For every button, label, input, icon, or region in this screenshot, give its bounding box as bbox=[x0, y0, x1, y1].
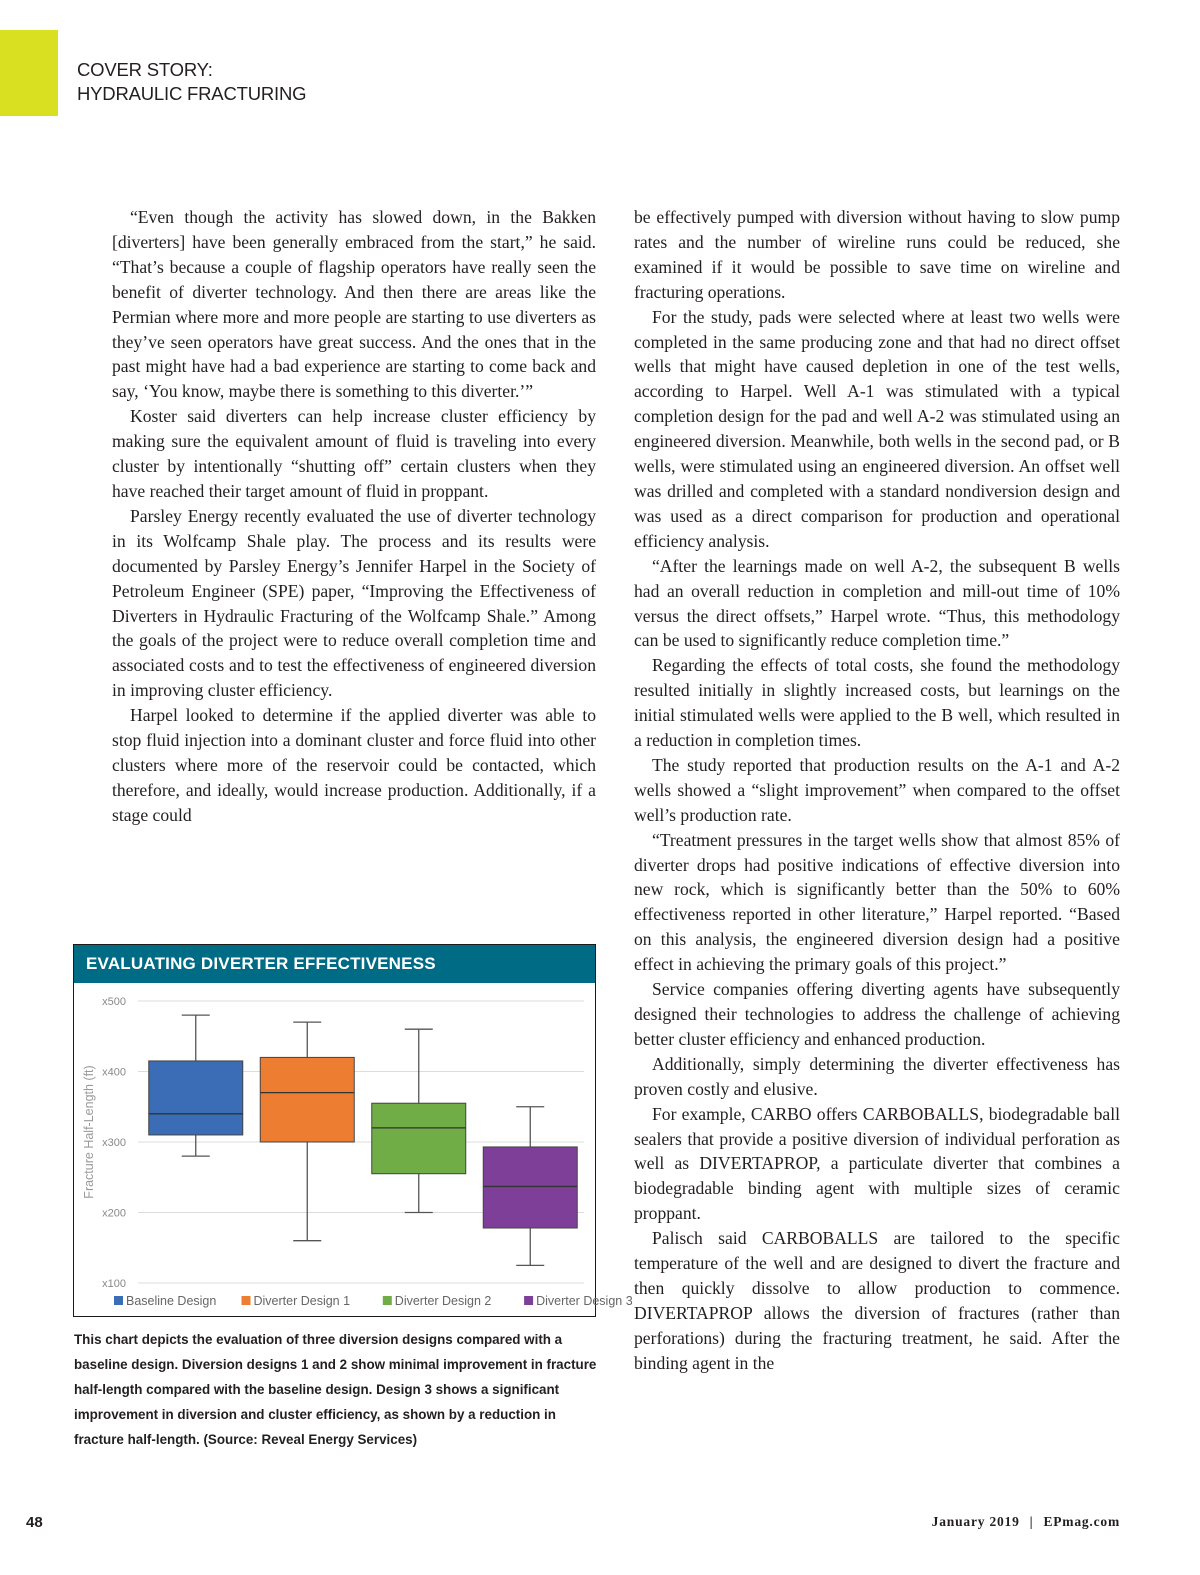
chart-title: EVALUATING DIVERTER EFFECTIVENESS bbox=[74, 945, 595, 983]
box-baseline-design bbox=[149, 1061, 243, 1135]
paragraph: Additionally, simply determining the diverter effectiveness has proven costly and elusive. bbox=[634, 1053, 1120, 1099]
chart-figure bbox=[73, 944, 633, 1317]
legend-label: Diverter Design 1 bbox=[253, 1294, 351, 1308]
paragraph: Palisch said CARBOBALLS are tailored to the specific temperature of the well and are designed to divert the fracture and then quickly dissolve to allow production to commence. DIVERTAPROP allows the diversion of fractures (rather than perforations) during the fracturing treatment, he said. After the binding agent in the bbox=[634, 1228, 1120, 1373]
box-diverter-design-2 bbox=[372, 1103, 466, 1174]
paragraph: “Even though the activity has slowed down, in the Bakken [diverters] have been generally embraced from the start,” he said. “That’s because a couple of flagship operators have really seen the benefit of diverter technology. And then there are areas like the Permian where more and more people are starting to use diverters as they’ve seen operators have great success. And the ones that in the past might have had a bad experience are starting to come back and say, ‘You know, maybe there is something to this diverter.’” bbox=[112, 207, 596, 402]
paragraph: For example, CARBO offers CARBOBALLS, biodegradable ball sealers that provide a positive diversion of individual perforation as well as DIVERTAPROP, a particulate diverter that combines a biodegradable binding agent with multiple sizes of ceramic proppant. bbox=[634, 1103, 1120, 1224]
legend-swatch bbox=[114, 1296, 123, 1305]
section-heading-line2: HYDRAULIC FRACTURING bbox=[77, 83, 307, 104]
left-text-column bbox=[112, 205, 596, 828]
box-diverter-design-1 bbox=[260, 1057, 354, 1142]
box-plot-chart bbox=[74, 983, 633, 1316]
legend-swatch bbox=[242, 1296, 251, 1305]
paragraph: Harpel looked to determine if the applied diverter was able to stop fluid injection into a dominant cluster and force fluid into other clusters where more of the reservoir could be contacted, which therefore, and ideally, would increase production. Additionally, if a stage could bbox=[112, 705, 596, 825]
y-tick-label: x300 bbox=[102, 1137, 126, 1149]
paragraph: Regarding the effects of total costs, she found the methodology resulted initially in slightly increased costs, but learnings on the initial stimulated wells were applied to the B well, which resulted in a reduction in completion times. bbox=[634, 655, 1120, 751]
legend-swatch bbox=[383, 1296, 392, 1305]
paragraph: “After the learnings made on well A-2, the subsequent B wells had an overall reduction in completion and mill-out time of 10% versus the direct offsets,” Harpel wrote. “Thus, this methodology can be used to significantly reduce completion time.” bbox=[634, 555, 1120, 651]
right-text-column bbox=[634, 205, 1120, 1376]
y-tick-label: x200 bbox=[102, 1207, 126, 1220]
section-heading bbox=[77, 58, 306, 106]
footer-publication bbox=[932, 1514, 1120, 1530]
paragraph: “Treatment pressures in the target wells show that almost 85% of diverter drops had positive indications of effective diversion into new rock, which is significantly better than the 50% to 60% effectiveness reported in other literature,” Harpel reported. “Based on this analysis, the engineered diversion design had a positive effect in achieving the primary goals of this project.” bbox=[634, 829, 1120, 975]
chart-caption: This chart depicts the evaluation of three diversion designs compared with a baseline design. Diversion designs 1 and 2 show minimal improvement in fracture half-length compared with the baseline design. Design 3 shows a significant improvement in diversion and cluster efficiency, as shown by a reduction in fracture half-length. (Source: Reveal Energy Services) bbox=[74, 1332, 597, 1447]
paragraph: be effectively pumped with diversion without having to slow pump rates and the number of wireline runs could be reduced, she examined if it would be possible to save time on wireline and fracturing operations. bbox=[634, 207, 1120, 302]
paragraph: For the study, pads were selected where at least two wells were completed in the same producing zone and that had no direct offset wells that might have caused depletion in one of the test wells, according to Harpel. Well A-1 was stimulated with a typical completion design for the pad and well A-2 was stimulated using an engineered diversion. Meanwhile, both wells in the second pad, or B wells, were stimulated using an engineered diversion. An offset well was drilled and completed with a standard nondiversion design and was used as a direct comparison for production and operational efficiency analysis. bbox=[634, 306, 1120, 551]
paragraph: Parsley Energy recently evaluated the use of diverter technology in its Wolfcamp Shale play. The process and its results were documented by Parsley Energy’s Jennifer Harpel in the Society of Petroleum Engineer (SPE) paper, “Improving the Effectiveness of Diverters in Hydraulic Fracturing of the Wolfcamp Shale.” Among the goals of the project were to reduce overall completion time and associated costs and to test the effectiveness of engineered diversion in improving cluster efficiency. bbox=[112, 505, 596, 701]
y-tick-label: x500 bbox=[102, 996, 126, 1008]
box-diverter-design-3 bbox=[483, 1147, 577, 1228]
legend-swatch bbox=[524, 1296, 533, 1305]
legend-label: Diverter Design 2 bbox=[394, 1294, 492, 1308]
y-tick-label: x400 bbox=[102, 1066, 126, 1079]
section-color-tab bbox=[0, 30, 58, 116]
footer-site-link[interactable]: EPmag.com bbox=[1043, 1514, 1120, 1529]
paragraph: The study reported that production results on the A-1 and A-2 wells showed a “slight improvement” when compared to the offset well’s production rate. bbox=[634, 754, 1120, 825]
footer-separator: | bbox=[1029, 1514, 1034, 1529]
y-axis-label: Fracture Half-Length (ft) bbox=[82, 1065, 96, 1199]
legend-label: Baseline Design bbox=[126, 1294, 217, 1308]
paragraph: Koster said diverters can help increase cluster efficiency by making sure the equivalent amount of fluid is traveling into every cluster by intentionally “shutting off” certain clusters when they have reached their target amount of fluid in proppant. bbox=[112, 406, 596, 501]
section-heading-line1: COVER STORY: bbox=[77, 59, 213, 80]
footer-date: January 2019 bbox=[931, 1514, 1020, 1529]
y-tick-label: x100 bbox=[102, 1278, 126, 1290]
page-number: 48 bbox=[26, 1514, 43, 1531]
legend-label: Diverter Design 3 bbox=[536, 1294, 633, 1308]
paragraph: Service companies offering diverting agents have subsequently designed their technologies to address the challenge of achieving better cluster efficiency and enhanced production. bbox=[634, 979, 1120, 1049]
